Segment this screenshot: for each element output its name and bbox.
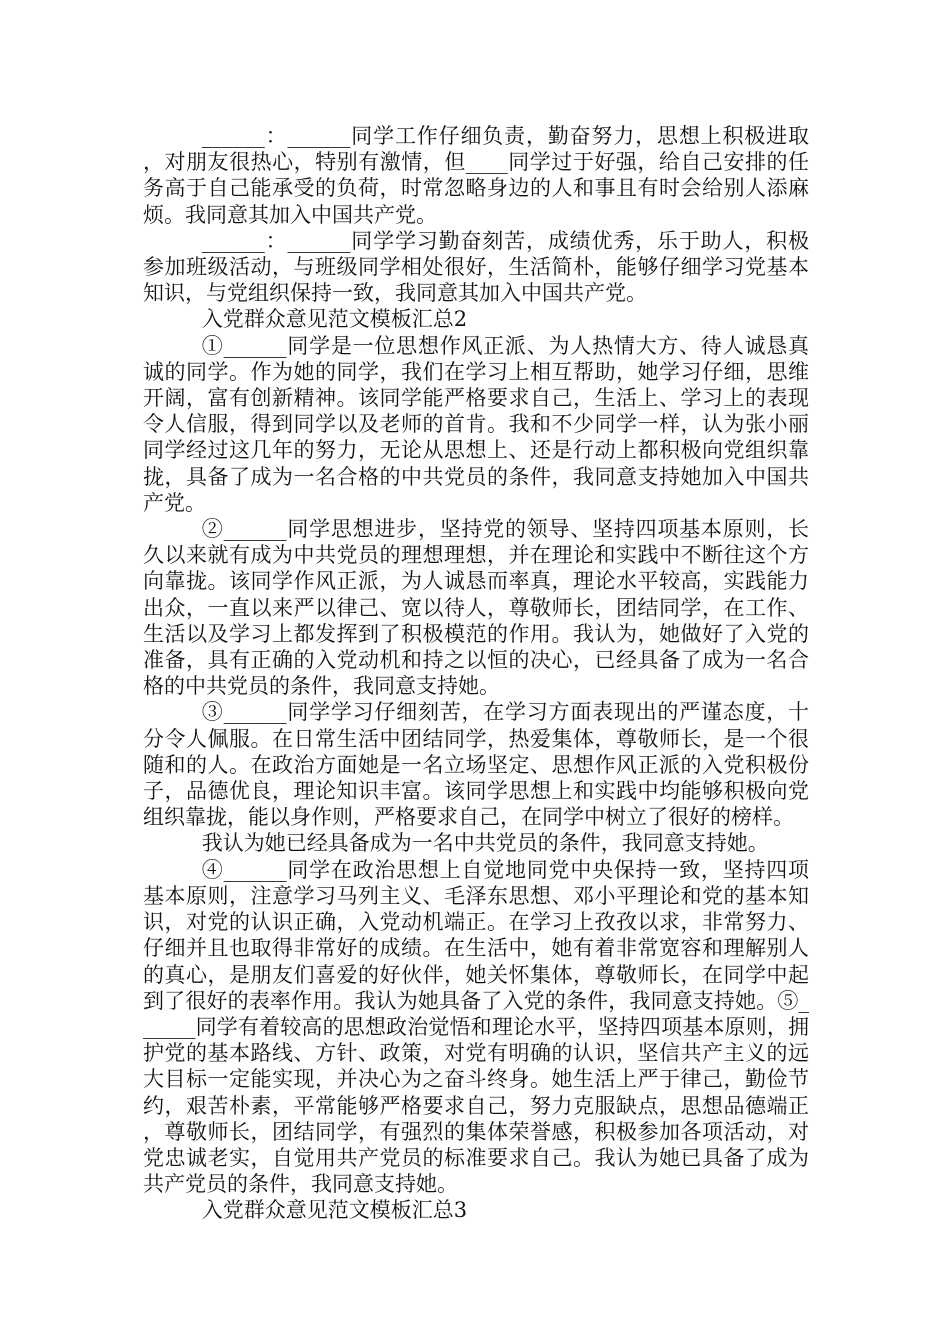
paragraph-item-3-conclusion: 我认为她已经具备成为一名中共党员的条件，我同意支持她。	[201, 831, 769, 856]
paragraph-item-2: ②______同学思想进步，坚持党的领导、坚持四项基本原则，长久以来就有成为中共党员的理想理想，并在理论和实践中不断往这个方向靠拢。该同学作风正派，为人诚恳而率真，理论水平较高，实践能力出众，一直以来严以律己、宽以待人，尊敬师长，团结同学，在工作、生活以及学习上都发挥到了积极模范的作用。我认为，她做好了入党的准备，具有正确的入党动机和持之以恒的决心，已经具备了成为一名合格的中共党员的条件，我同意支持她。	[143, 517, 809, 699]
section-heading-3: 入党群众意见范文模板汇总3	[201, 1198, 468, 1223]
paragraph-item-3: ③______同学学习仔细刻苦，在学习方面表现出的严谨态度，十分令人佩服。在日常生活中团结同学，热爱集体，尊敬师长，是一个很随和的人。在政治方面她是一名立场坚定、思想作风正派的入党积极份子，品德优良，理论知识丰富。该同学思想上和实践中均能够积极向党组织靠拢，能以身作则，严格要求自己，在同学中树立了很好的榜样。	[143, 700, 809, 830]
document-page	[143, 123, 809, 1224]
paragraph-evaluation-1: ______：______同学工作仔细负责，勤奋努力，思想上积极进取，对朋友很热心，特别有激情，但____同学过于好强，给自己安排的任务高于自己能承受的负荷，时常忽略身边的人和事且有时会给别人添麻烦。我同意其加入中国共产党。	[143, 124, 809, 227]
paragraph-item-4-5: ④______同学在政治思想上自觉地同党中央保持一致，坚持四项基本原则，注意学习马列主义、毛泽东思想、邓小平理论和党的基本知识，对党的认识正确，入党动机端正。在学习上孜孜以求，非常努力、仔细并且也取得非常好的成绩。在生活中，她有着非常宽容和理解别人的真心，是朋友们喜爱的好伙伴，她关怀集体，尊敬师长，在同学中起到了很好的表率作用。我认为她具备了入党的条件，我同意支持她。⑤______同学有着较高的思想政治觉悟和理论水平，坚持四项基本原则，拥护党的基本路线、方针、政策，对党有明确的认识，坚信共产主义的远大目标一定能实现，并决心为之奋斗终身。她生活上严于律己，勤俭节约，艰苦朴素，平常能够严格要求自己，努力克服缺点，思想品德端正，尊敬师长，团结同学，有强烈的集体荣誉感，积极参加各项活动，对党忠诚老实，自觉用共产党员的标准要求自己。我认为她已具备了成为共产党员的条件，我同意支持她。	[143, 857, 809, 1197]
paragraph-item-1: ①______同学是一位思想作风正派、为人热情大方、待人诚恳真诚的同学。作为她的同学，我们在学习上相互帮助，她学习仔细，思维开阔，富有创新精神。该同学能严格要求自己，生活上、学习上的表现令人信服，得到同学以及老师的首肯。我和不少同学一样，认为张小丽同学经过这几年的努力，无论从思想上、还是行动上都积极向党组织靠拢，具备了成为一名合格的中共党员的条件，我同意支持她加入中国共产党。	[143, 333, 809, 515]
paragraph-evaluation-2: ______：______同学学习勤奋刻苦，成绩优秀，乐于助人，积极参加班级活动，与班级同学相处很好，生活简朴，能够仔细学习党基本知识，与党组织保持一致，我同意其加入中国共产党。	[143, 228, 809, 306]
section-heading-2: 入党群众意见范文模板汇总2	[201, 307, 468, 332]
